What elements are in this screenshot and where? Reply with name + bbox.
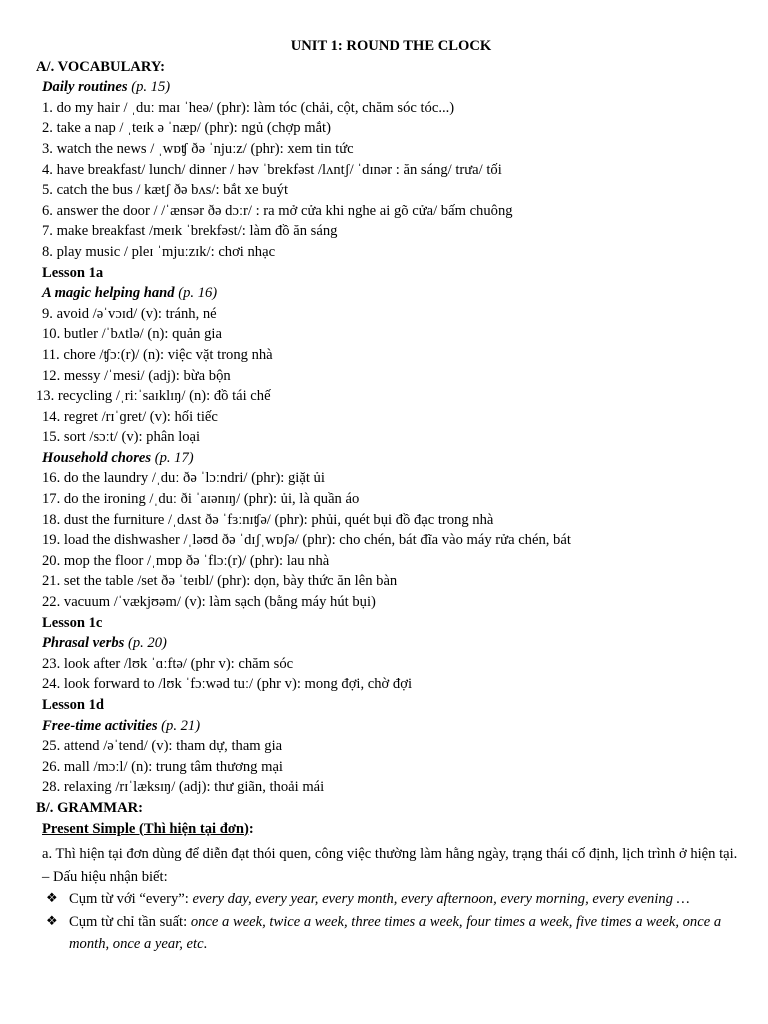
vocab-item: 7. make breakfast /meɪk ˈbrekfəst/: làm đồ ăn sáng xyxy=(42,223,338,240)
vocab-item: 3. watch the news / ˌwɒʧ ðə ˈnjuːz/ (phr): xem tin tức xyxy=(42,140,354,157)
vocab-item: 24. look forward to /lʊk ˈfɔːwəd tuː/ (phr v): mong đợi, chờ đợi xyxy=(42,676,412,693)
vocab-item: 15. sort /sɔːt/ (v): phân loại xyxy=(42,429,201,446)
free-time-heading xyxy=(0,716,768,737)
section-title: Free-time activities xyxy=(42,717,158,734)
bullet-lead: Cụm từ chỉ tần suất: xyxy=(69,913,191,930)
vocab-item: 9. avoid /əˈvɔɪd/ (v): tránh, né xyxy=(42,305,217,322)
vocab-item: 28. relaxing /rɪˈlæksɪŋ/ (adj): thư giãn, thoải mái xyxy=(42,779,325,796)
page-ref: (p. 21) xyxy=(161,717,201,734)
phrasal-verbs-heading xyxy=(0,633,768,654)
vocab-item: 17. do the ironing /ˌduː ði ˈaɪənɪŋ/ (phr): ủi, là quần áo xyxy=(42,491,360,508)
lesson-heading: Lesson 1c xyxy=(42,614,103,631)
unit-title: UNIT 1: ROUND THE CLOCK xyxy=(290,38,492,54)
vocab-item: 1. do my hair / ˌduː maɪ ˈheə/ (phr): làm tóc (chải, cột, chăm sóc tóc...) xyxy=(42,99,455,116)
grammar-paragraph-a: a. Thì hiện tại đơn dùng để diễn đạt thói quen, công việc thường làm hằng ngày, trạng thái cố định, lịch trình ở hiện tại. xyxy=(42,846,738,863)
bullet-frequency xyxy=(0,911,768,956)
vocab-item: 18. dust the furniture /ˌdʌst ðə ˈfɜːnɪʧə/ (phr): phủi, quét bụi đồ đạc trong nhà xyxy=(42,511,494,528)
vocab-item: 12. messy /ˈmesi/ (adj): bừa bộn xyxy=(42,367,231,384)
vocab-item: 19. load the dishwasher /ˌləʊd ðə ˈdɪʃˌwɒʃə/ (phr): cho chén, bát đĩa vào máy rửa chén, bát xyxy=(42,532,571,549)
magic-helping-hand-heading xyxy=(0,283,768,304)
signs-label: – Dấu hiệu nhận biết: xyxy=(42,868,168,885)
vocabulary-heading: A/. VOCABULARY: xyxy=(36,58,165,75)
section-title: A magic helping hand xyxy=(42,285,175,302)
page-ref: (p. 20) xyxy=(127,635,167,652)
vocab-item: 25. attend /əˈtend/ (v): tham dự, tham gia xyxy=(42,738,283,755)
vocab-item: 23. look after /lʊk ˈɑːftə/ (phr v): chăm sóc xyxy=(42,655,294,672)
document-page xyxy=(0,36,768,956)
bullet-every xyxy=(0,888,768,911)
vocab-item: 16. do the laundry /ˌduː ðə ˈlɔːndri/ (phr): giặt ủi xyxy=(42,470,325,487)
vocab-item: 4. have breakfast/ lunch/ dinner / həv ˈbrekfəst /lʌntʃ/ ˈdɪnər : ăn sáng/ trưa/ tối xyxy=(42,161,502,178)
vocab-item: 13. recycling /ˌriːˈsaɪklɪŋ/ (n): đồ tái chế xyxy=(36,388,271,405)
vocab-item: 6. answer the door / /ˈænsər ðə dɔːr/ : ra mở cửa khi nghe ai gõ cửa/ bấm chuông xyxy=(42,202,513,219)
vocab-item: 2. take a nap / ˌteɪk ə ˈnæp/ (phr): ngủ (chợp mắt) xyxy=(42,120,331,137)
bullet-examples: once a week, twice a week, three times a week, four times a week, five times a week, once a month, once a year, etc xyxy=(69,913,722,953)
vocab-item: 8. play music / pleɪ ˈmjuːzɪk/: chơi nhạc xyxy=(42,243,276,260)
page-ref: (p. 17) xyxy=(154,449,194,466)
section-title: Household chores xyxy=(42,449,152,466)
colon: : xyxy=(248,820,254,837)
present-simple-title: Present Simple (Thì hiện tại đơn) xyxy=(42,820,249,837)
vocab-item: 5. catch the bus / kætʃ ðə bʌs/: bắt xe buýt xyxy=(42,182,289,199)
daily-routines-heading xyxy=(0,77,768,98)
vocab-item: 14. regret /rɪˈɡret/ (v): hối tiếc xyxy=(42,408,218,425)
vocab-item: 20. mop the floor /ˌmɒp ðə ˈflɔː(r)/ (phr): lau nhà xyxy=(42,552,330,569)
page-ref: (p. 16) xyxy=(178,285,218,302)
bullet-lead: Cụm từ với “every”: xyxy=(69,891,193,908)
page-ref: (p. 15) xyxy=(131,79,171,96)
bullet-examples: every day, every year, every month, every afternoon, every morning, every evening … xyxy=(192,891,690,908)
household-chores-heading xyxy=(0,448,768,469)
grammar-heading: B/. GRAMMAR: xyxy=(36,799,144,816)
section-title: Phrasal verbs xyxy=(42,635,125,652)
vocab-item: 22. vacuum /ˈvækjʊəm/ (v): làm sạch (bằng máy hút bụi) xyxy=(42,594,376,611)
vocab-item: 10. butler /ˈbʌtlə/ (n): quản gia xyxy=(42,326,222,343)
lesson-heading: Lesson 1a xyxy=(42,264,104,281)
present-simple-heading xyxy=(0,819,768,840)
diamond-bullet-icon: ❖ xyxy=(46,891,58,907)
lesson-heading: Lesson 1d xyxy=(42,697,105,713)
vocab-item: 21. set the table /set ðə ˈteɪbl/ (phr): dọn, bày thức ăn lên bàn xyxy=(42,573,398,590)
bullet-end: . xyxy=(203,936,208,953)
vocab-item: 11. chore /ʧɔː(r)/ (n): việc vặt trong nhà xyxy=(42,346,273,363)
diamond-bullet-icon: ❖ xyxy=(46,913,58,929)
section-title: Daily routines xyxy=(42,79,128,96)
vocab-item: 26. mall /mɔːl/ (n): trung tâm thương mại xyxy=(42,758,283,775)
